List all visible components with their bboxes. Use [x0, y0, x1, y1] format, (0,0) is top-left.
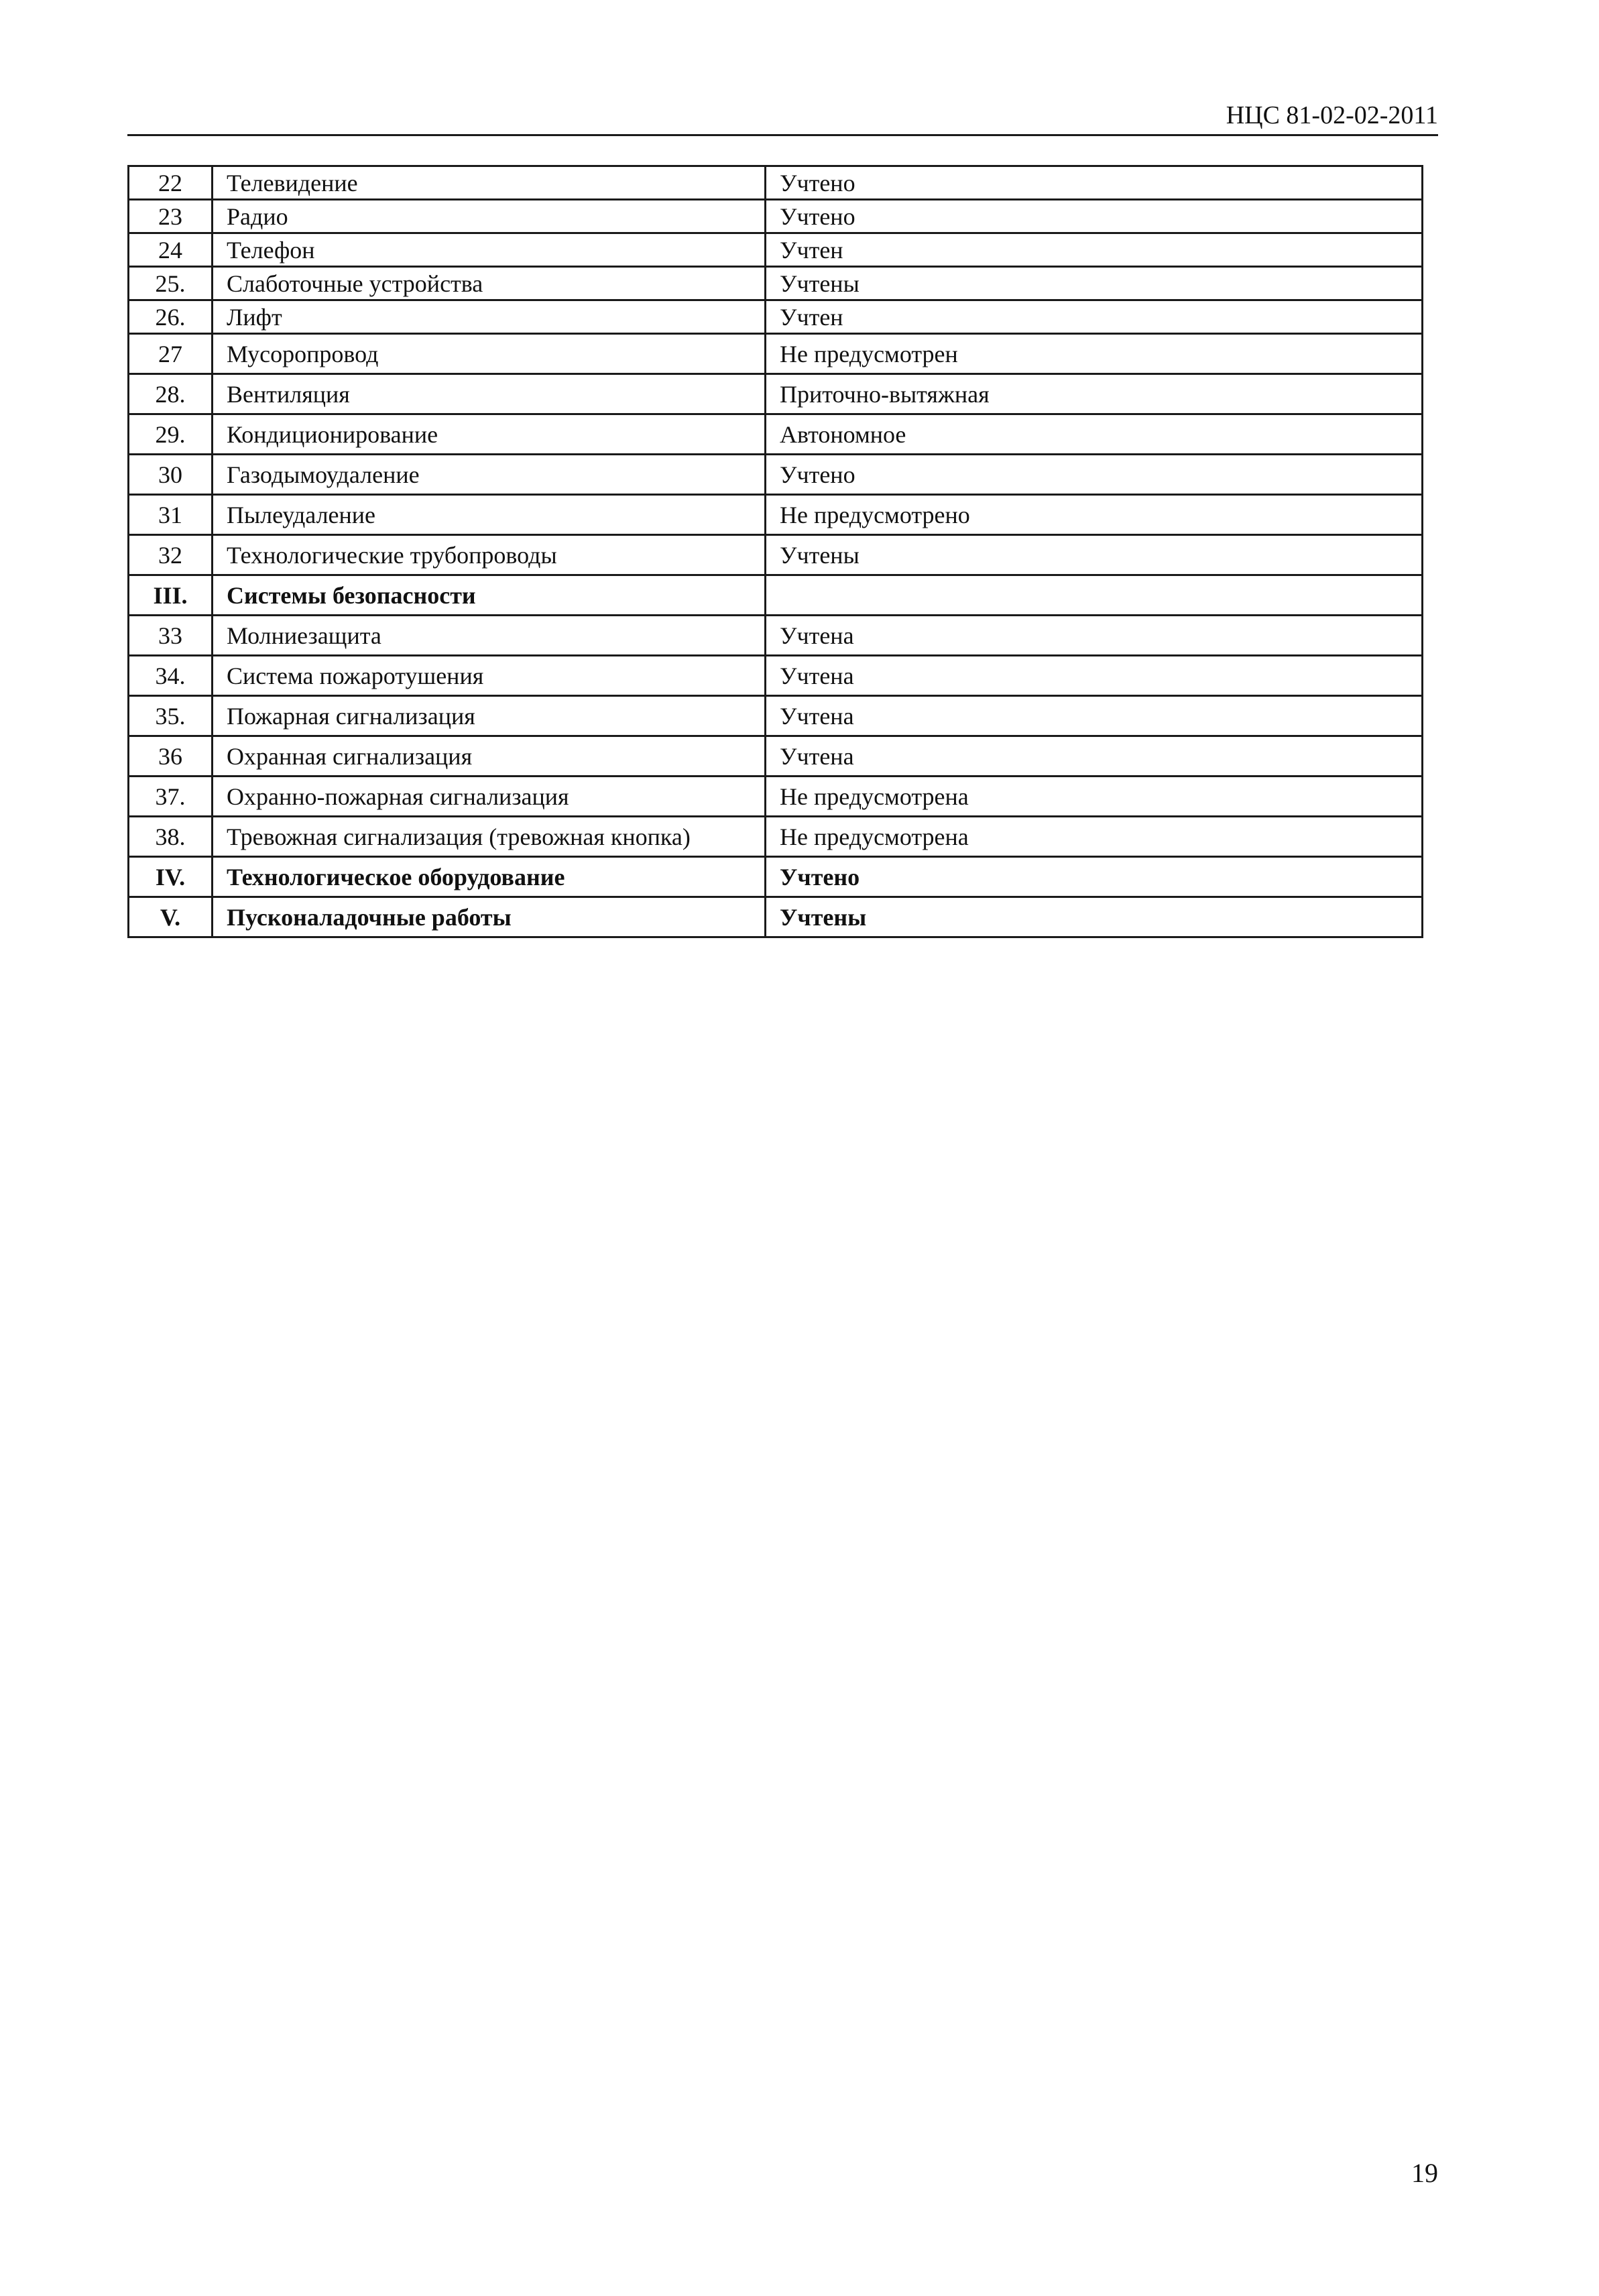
table-body [129, 166, 1423, 937]
page-number: 19 [1411, 2158, 1438, 2188]
table-row [129, 817, 1423, 857]
row-name: Слаботочные устройства [213, 267, 766, 300]
table-row [129, 374, 1423, 414]
row-number: 37. [129, 777, 213, 817]
row-name: Мусоропровод [213, 334, 766, 374]
row-name: Телефон [213, 233, 766, 267]
table-row [129, 736, 1423, 777]
row-value [766, 575, 1423, 616]
table-row [129, 495, 1423, 535]
row-value: Не предусмотрена [766, 777, 1423, 817]
row-name: Вентиляция [213, 374, 766, 414]
row-number: 25. [129, 267, 213, 300]
row-number: 32 [129, 535, 213, 575]
row-number: III. [129, 575, 213, 616]
table-row [129, 616, 1423, 656]
document-code: НЦС 81-02-02-2011 [1226, 101, 1438, 129]
row-number: 30 [129, 455, 213, 495]
row-name: Лифт [213, 300, 766, 334]
row-number: 26. [129, 300, 213, 334]
row-value: Учтен [766, 300, 1423, 334]
row-name: Молниезащита [213, 616, 766, 656]
row-number: 29. [129, 414, 213, 455]
row-value: Учтена [766, 656, 1423, 696]
table-row [129, 414, 1423, 455]
row-value: Учтен [766, 233, 1423, 267]
row-value: Приточно-вытяжная [766, 374, 1423, 414]
row-name: Радио [213, 200, 766, 233]
row-number: 22 [129, 166, 213, 200]
table-row [129, 455, 1423, 495]
row-name: Кондиционирование [213, 414, 766, 455]
section-row [129, 857, 1423, 897]
table-row [129, 777, 1423, 817]
row-value: Не предусмотрено [766, 495, 1423, 535]
row-number: V. [129, 897, 213, 937]
row-value: Учтено [766, 455, 1423, 495]
row-number: 38. [129, 817, 213, 857]
row-value: Не предусмотрена [766, 817, 1423, 857]
row-value: Учтена [766, 736, 1423, 777]
row-value: Учтено [766, 857, 1423, 897]
table-row [129, 166, 1423, 200]
row-name: Тревожная сигнализация (тревожная кнопка) [213, 817, 766, 857]
row-name: Телевидение [213, 166, 766, 200]
row-number: 35. [129, 696, 213, 736]
row-value: Учтены [766, 897, 1423, 937]
row-name: Пожарная сигнализация [213, 696, 766, 736]
section-row [129, 897, 1423, 937]
specification-table [127, 165, 1423, 938]
row-value: Учтена [766, 696, 1423, 736]
row-name: Технологические трубопроводы [213, 535, 766, 575]
row-name: Пылеудаление [213, 495, 766, 535]
row-name: Охранная сигнализация [213, 736, 766, 777]
table-row [129, 200, 1423, 233]
row-number: 28. [129, 374, 213, 414]
table-row [129, 300, 1423, 334]
row-number: 24 [129, 233, 213, 267]
row-value: Не предусмотрен [766, 334, 1423, 374]
row-number: 27 [129, 334, 213, 374]
row-value: Учтены [766, 535, 1423, 575]
row-number: 31 [129, 495, 213, 535]
row-name: Охранно-пожарная сигнализация [213, 777, 766, 817]
row-name: Система пожаротушения [213, 656, 766, 696]
row-number: 34. [129, 656, 213, 696]
table-row [129, 267, 1423, 300]
page-header [127, 101, 1438, 136]
row-number: 23 [129, 200, 213, 233]
row-name: Системы безопасности [213, 575, 766, 616]
table-row [129, 233, 1423, 267]
row-value: Учтена [766, 616, 1423, 656]
table-row [129, 535, 1423, 575]
table-row [129, 656, 1423, 696]
table-row [129, 334, 1423, 374]
row-value: Автономное [766, 414, 1423, 455]
section-row [129, 575, 1423, 616]
row-name: Пусконаладочные работы [213, 897, 766, 937]
row-name: Газодымоудаление [213, 455, 766, 495]
row-number: 36 [129, 736, 213, 777]
row-value: Учтено [766, 200, 1423, 233]
table-row [129, 696, 1423, 736]
row-number: IV. [129, 857, 213, 897]
row-name: Технологическое оборудование [213, 857, 766, 897]
row-number: 33 [129, 616, 213, 656]
row-value: Учтены [766, 267, 1423, 300]
row-value: Учтено [766, 166, 1423, 200]
